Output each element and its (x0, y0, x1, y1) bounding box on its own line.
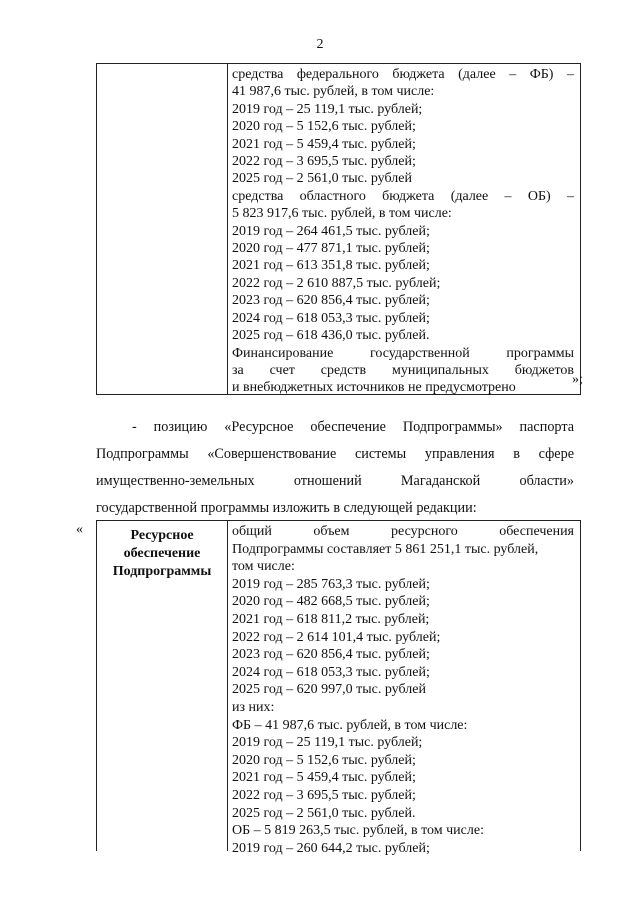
table-line: Подпрограммы составляет 5 861 251,1 тыс. рублей, (232, 541, 539, 557)
row-label-line: Ресурсное (130, 528, 194, 543)
table-line: средства областного бюджета (далее – ОБ) – (232, 188, 574, 204)
table-line: 2020 год – 477 871,1 тыс. рублей; (232, 241, 430, 257)
closing-quote: »; (572, 372, 583, 387)
amendment-paragraph (96, 414, 574, 522)
table-line: 2025 год – 620 997,0 тыс. рублей (232, 682, 426, 698)
row-label-line: обеспечение (123, 546, 201, 561)
paragraph-line: государственной программы изложить в следующей редакции: (96, 500, 477, 516)
table-line: 2025 год – 2 561,0 тыс. рублей (232, 171, 412, 187)
table-line: 2019 год – 25 119,1 тыс. рублей; (232, 101, 423, 117)
table-line: 2022 год – 3 695,5 тыс. рублей; (232, 787, 416, 803)
row-label-line: Подпрограммы (112, 564, 212, 579)
table-line: ОБ – 5 819 263,5 тыс. рублей, в том числе: (232, 823, 484, 839)
page-number: 2 (316, 37, 324, 52)
table-value-cell (228, 64, 580, 394)
table-line: 41 987,6 тыс. рублей, в том числе: (232, 84, 435, 100)
table-line: 2020 год – 482 668,5 тыс. рублей; (232, 594, 430, 610)
table-line: 2023 год – 620 856,4 тыс. рублей; (232, 293, 430, 309)
table-line: 2022 год – 2 614 101,4 тыс. рублей; (232, 629, 441, 645)
paragraph-line: Подпрограммы «Совершенствование системы управления в сфере (96, 446, 574, 462)
table-line: 2021 год – 618 811,2 тыс. рублей; (232, 611, 430, 627)
paragraph-line: - позицию «Ресурсное обеспечение Подпрограммы» паспорта (132, 419, 574, 435)
opening-quote: « (76, 522, 83, 537)
table-line: 2019 год – 25 119,1 тыс. рублей; (232, 735, 423, 751)
table-line: 2023 год – 620 856,4 тыс. рублей; (232, 647, 430, 663)
table-line: 2021 год – 5 459,4 тыс. рублей; (232, 136, 416, 152)
table-line: и внебюджетных источников не предусмотрено (232, 380, 516, 396)
table-line: 2020 год – 5 152,6 тыс. рублей; (232, 752, 416, 768)
resource-support-table (96, 520, 581, 856)
table-line: 5 823 917,6 тыс. рублей, в том числе: (232, 206, 452, 222)
table-line: 2024 год – 618 053,3 тыс. рублей; (232, 310, 430, 326)
table-line: за счет средств муниципальных бюджетов (232, 362, 574, 378)
table-line: 2022 год – 2 610 887,5 тыс. рублей; (232, 275, 441, 291)
table-line: общий объем ресурсного обеспечения (232, 524, 574, 539)
table-line: 2020 год – 5 152,6 тыс. рублей; (232, 119, 416, 135)
table-value-cell (228, 521, 580, 856)
table-line: ФБ – 41 987,6 тыс. рублей, в том числе: (232, 717, 468, 733)
table-line: Финансирование государственной программы (232, 345, 574, 361)
table-line: 2021 год – 5 459,4 тыс. рублей; (232, 770, 416, 786)
table-line: 2024 год – 618 053,3 тыс. рублей; (232, 664, 430, 680)
table-line: 2025 год – 2 561,0 тыс. рублей. (232, 805, 416, 821)
table-line: том числе: (232, 559, 295, 575)
table-line: 2025 год – 618 436,0 тыс. рублей. (232, 328, 430, 344)
row-label (97, 527, 227, 581)
table-label-cell (97, 521, 228, 851)
table-line: средства федерального бюджета (далее – ФБ) – (232, 67, 574, 82)
table-line: 2019 год – 264 461,5 тыс. рублей; (232, 223, 430, 239)
table-line: из них: (232, 699, 275, 715)
funding-table-continued (96, 63, 581, 395)
paragraph-line: имущественно-земельных отношений Магаданской области» (96, 473, 574, 489)
table-line: 2019 год – 260 644,2 тыс. рублей; (232, 840, 430, 856)
table-line: 2022 год – 3 695,5 тыс. рублей; (232, 154, 416, 170)
table-line: 2019 год – 285 763,3 тыс. рублей; (232, 576, 430, 592)
table-line: 2021 год – 613 351,8 тыс. рублей; (232, 258, 430, 274)
table-label-cell-empty (97, 64, 228, 394)
